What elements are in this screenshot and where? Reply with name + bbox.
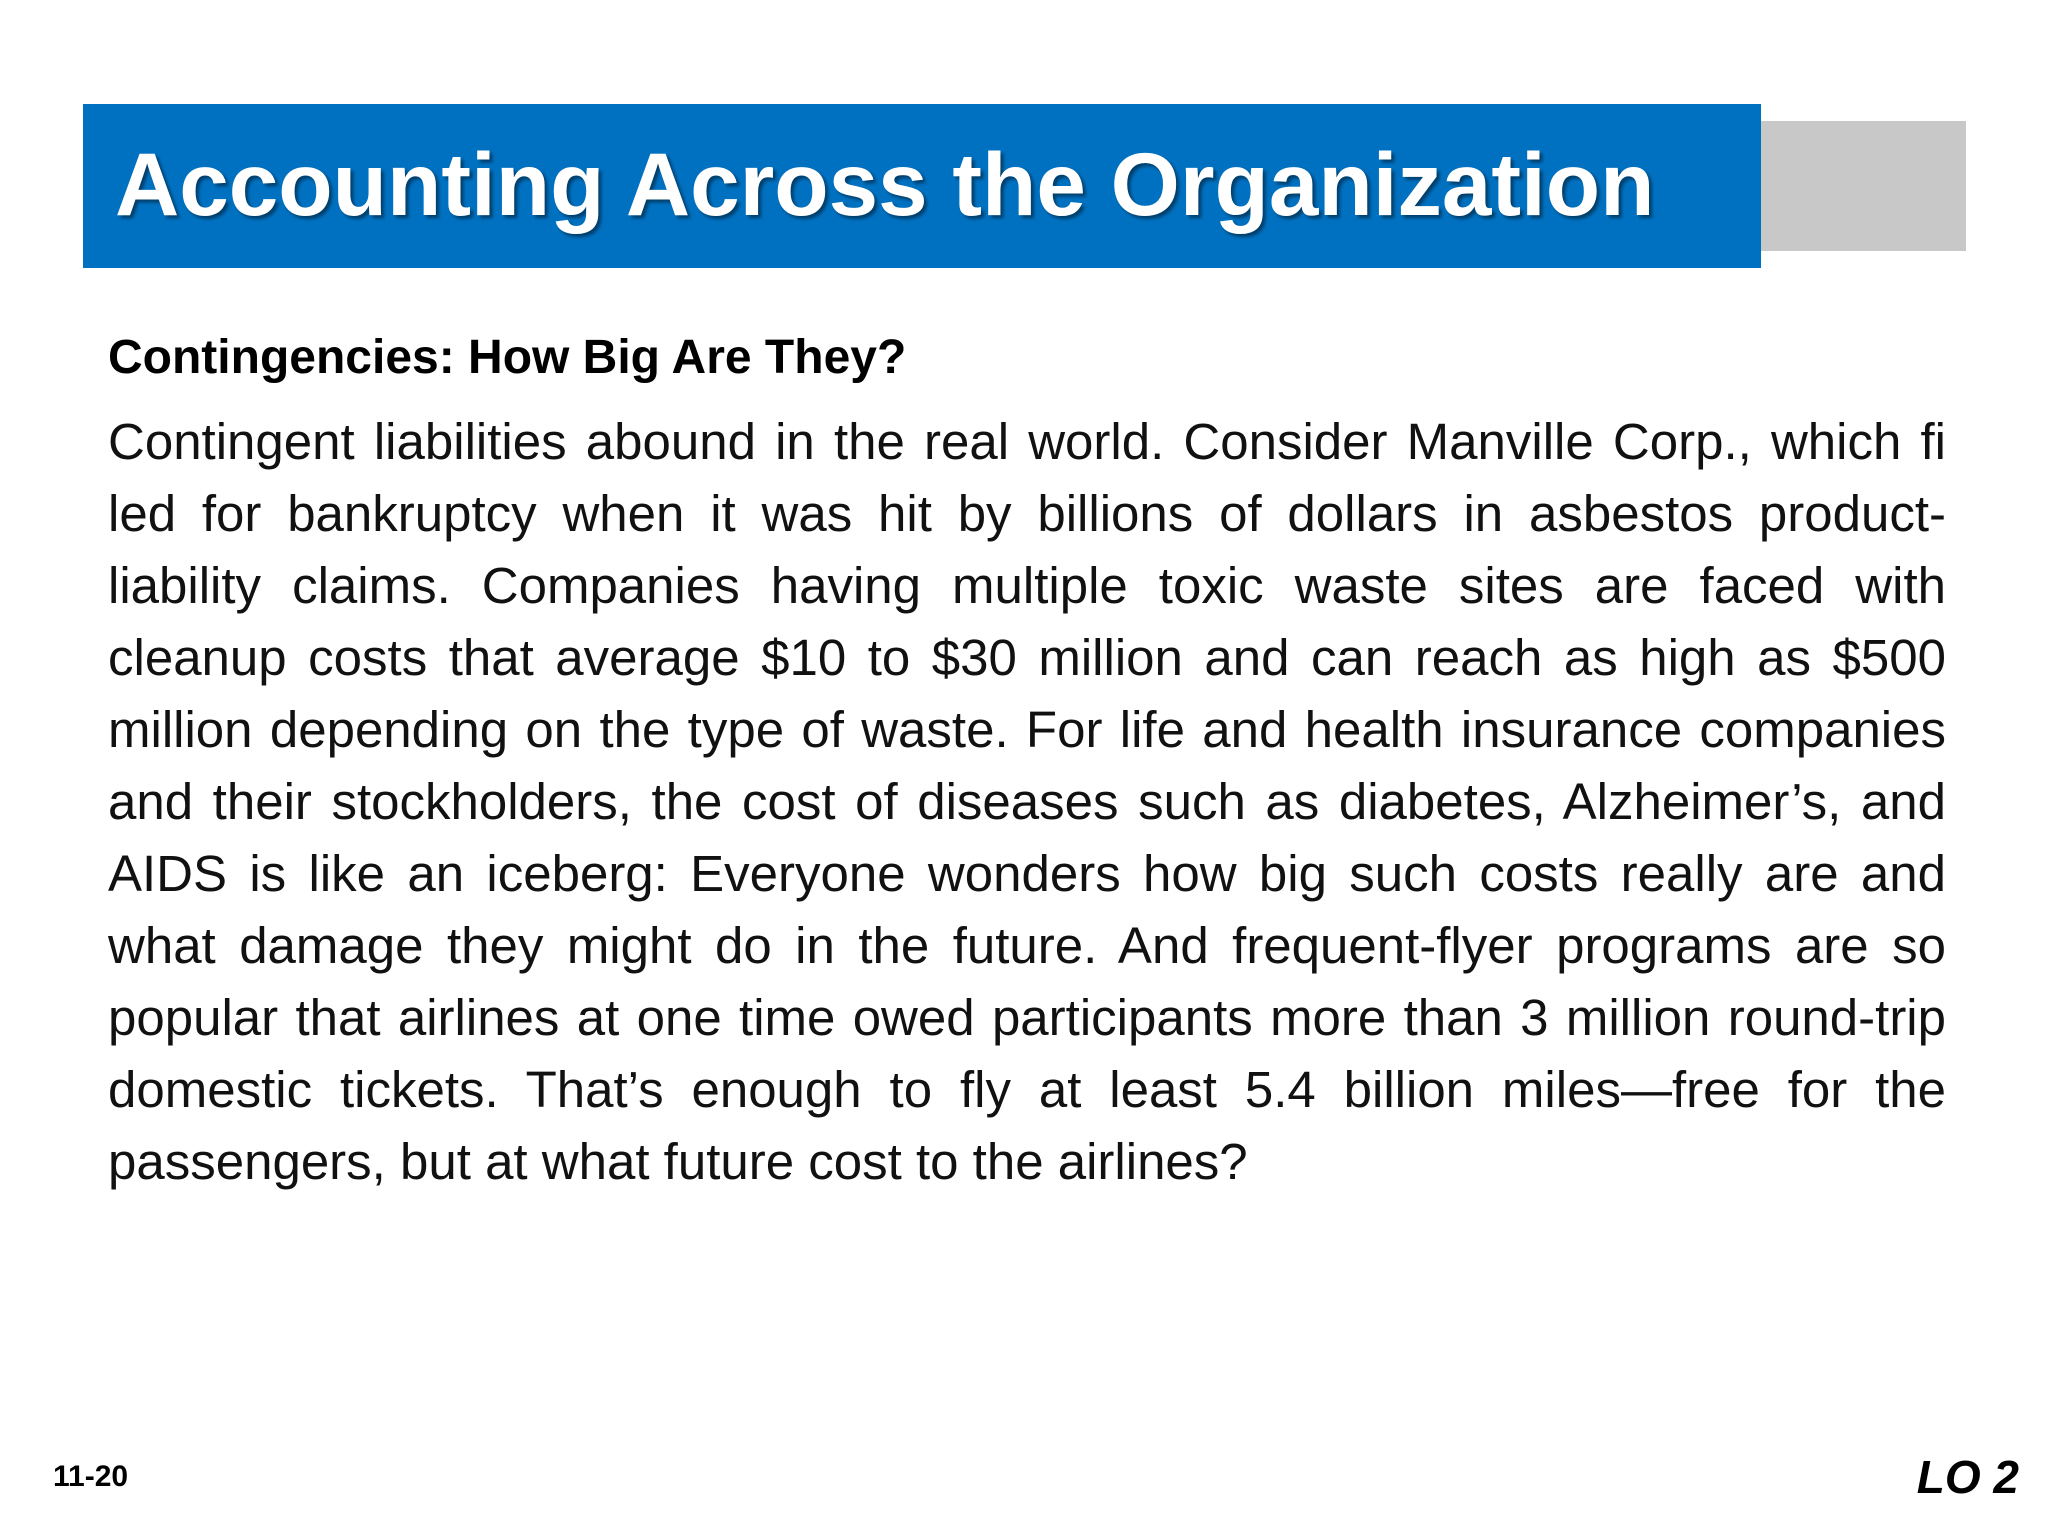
learning-objective-label: LO 2 [1916,1451,2019,1503]
body-paragraph: Contingent liabilities abound in the real world. Consider Manville Corp., which fi led for bankruptcy when it was hit by billions of dollars in asbestos product-liability claims. Companies having multiple toxic waste sites are faced with cleanup costs that average $10 to $30 million and can reach as high as $500 million depending on the type of waste. For life and health insurance companies and their stockholders, the cost of diseases such as diabetes, Alzheimer’s, and AIDS is like an iceberg: Everyone wonders how big such costs really are and what damage they might do in the future. And frequent-flyer programs are so popular that airlines at one time owed participants more than 3 million round-trip domestic tickets. That’s enough to fly at least 5.4 billion miles—free for the passengers, but at what future cost to the airlines? [108,413,1946,1190]
decorative-gray-block [1761,121,1966,251]
title-banner [83,104,1761,268]
page-number: 11-20 [53,1460,129,1493]
slide-title: Accounting Across the Organization [115,133,1655,234]
section-heading: Contingencies: How Big Are They? [108,331,907,384]
content-area [108,330,1946,1198]
